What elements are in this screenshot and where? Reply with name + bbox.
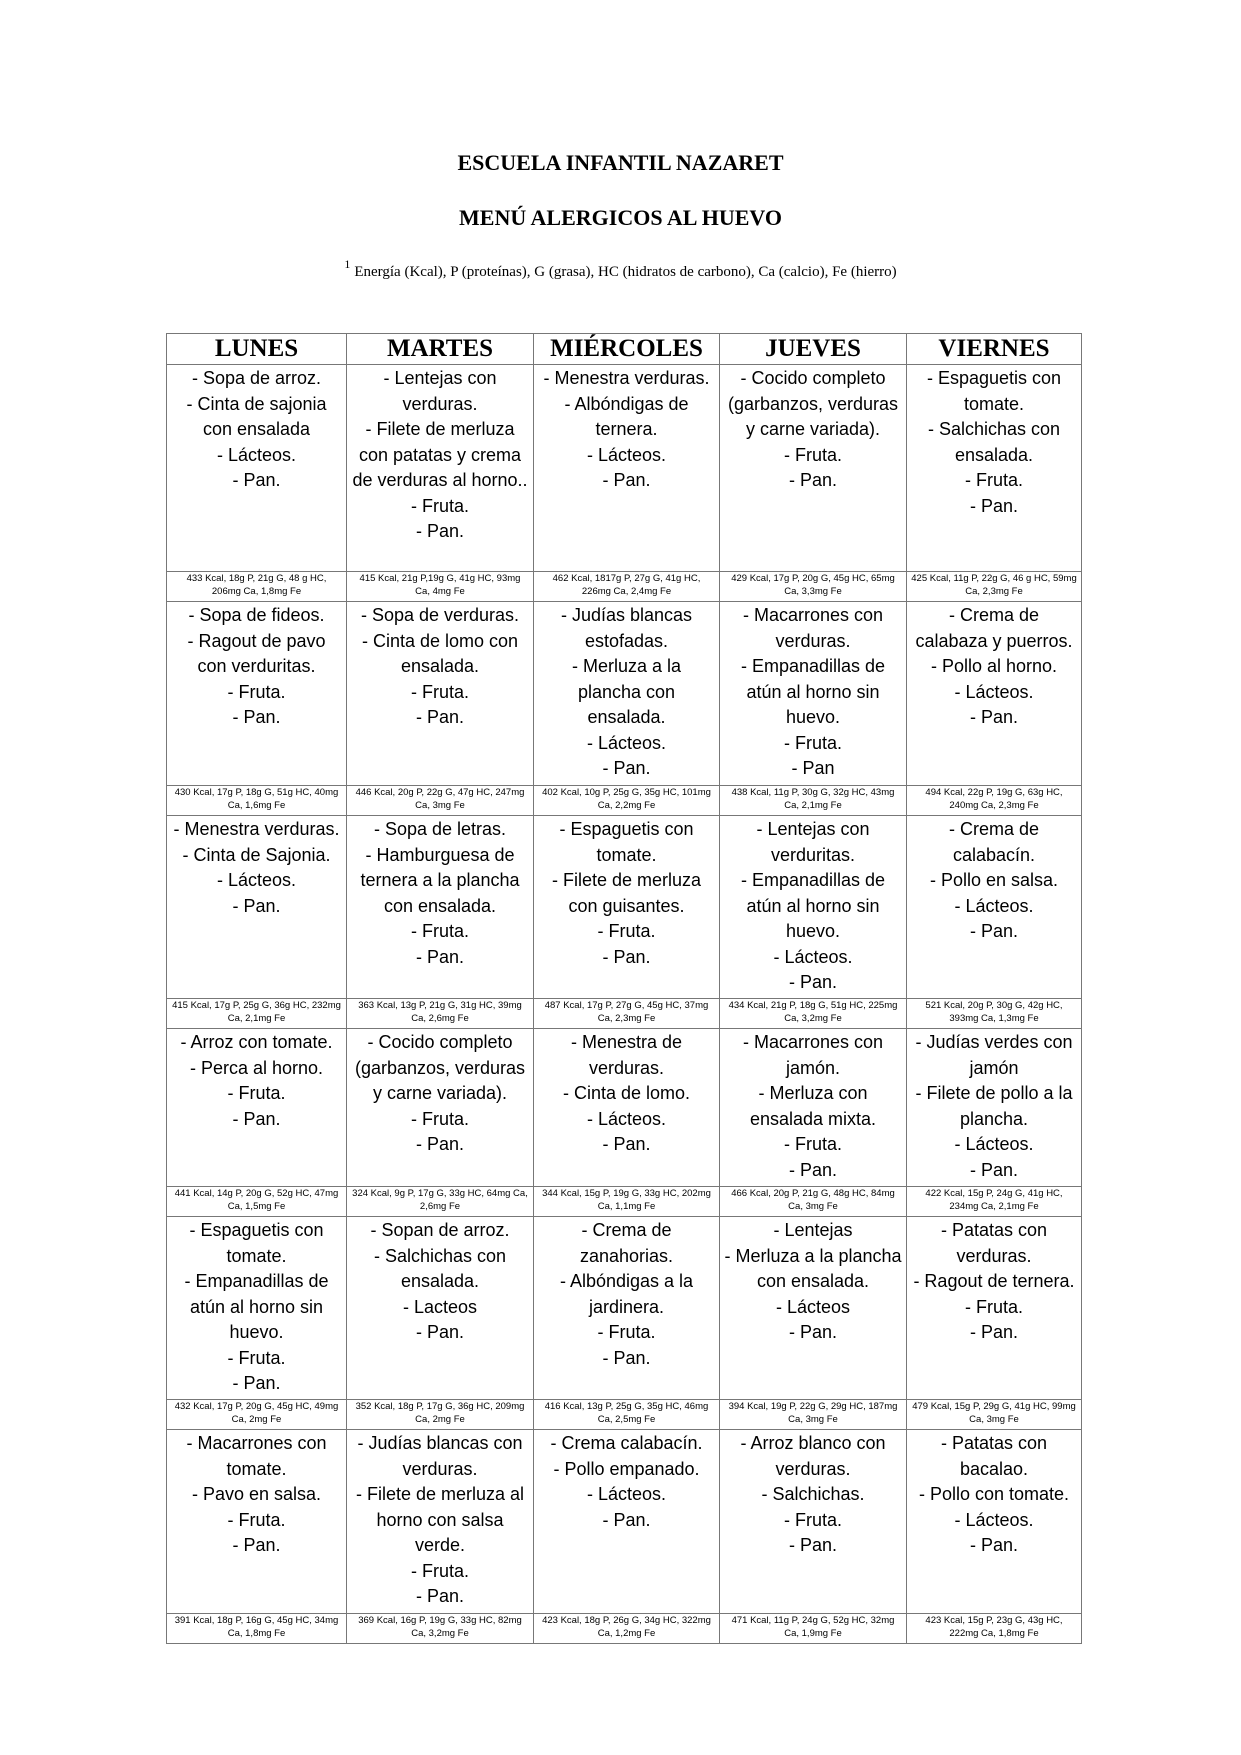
nutrition-cell-tuesday: 369 Kcal, 16g P, 19g G, 33g HC, 82mg Ca, 3,2mg Fe <box>347 1614 534 1644</box>
nutrition-cell-monday: 391 Kcal, 18g P, 16g G, 45g HC, 34mg Ca, 1,8mg Fe <box>167 1614 347 1644</box>
dish-cell-friday <box>907 816 1082 999</box>
dish-cell-friday <box>907 365 1082 572</box>
dish-cell-friday <box>907 1430 1082 1614</box>
dish-cell-thursday <box>720 1217 907 1400</box>
dish-text: - Judías blancas estofadas. - Merluza a la plancha con ensalada. - Lácteos. - Pan. <box>560 605 693 778</box>
menu-table <box>166 333 1082 1644</box>
nutrition-cell-tuesday: 363 Kcal, 13g P, 21g G, 31g HC, 39mg Ca, 2,6mg Fe <box>347 999 534 1029</box>
dish-text: - Judías blancas con verduras. - Filete de merluza al horno con salsa verde. - Fruta. - Pan. <box>355 1433 525 1606</box>
dish-cell-thursday <box>720 1029 907 1187</box>
nutrition-cell-monday: 430 Kcal, 17g P, 18g G, 51g HC, 40mg Ca, 1,6mg Fe <box>167 786 347 816</box>
dish-row <box>167 816 1082 999</box>
dish-cell-friday <box>907 602 1082 786</box>
dish-cell-monday <box>167 602 347 786</box>
dish-cell-tuesday <box>347 1430 534 1614</box>
day-header-row <box>167 334 1082 365</box>
nutrition-cell-tuesday: 352 Kcal, 18g P, 17g G, 36g HC, 209mg Ca, 2mg Fe <box>347 1400 534 1430</box>
nutrition-cell-tuesday: 324 Kcal, 9g P, 17g G, 33g HC, 64mg Ca, 2,6mg Fe <box>347 1187 534 1217</box>
dish-cell-monday <box>167 1217 347 1400</box>
dish-text: - Macarrones con verduras. - Empanadillas de atún al horno sin huevo. - Fruta. - Pan <box>740 605 886 778</box>
nutrition-cell-thursday: 429 Kcal, 17g P, 20g G, 45g HC, 65mg Ca, 3,3mg Fe <box>720 572 907 602</box>
nutrition-cell-monday: 432 Kcal, 17g P, 20g G, 45g HC, 49mg Ca, 2mg Fe <box>167 1400 347 1430</box>
footnote-text: Energía (Kcal), P (proteínas), G (grasa), HC (hidratos de carbono), Ca (calcio), Fe (hierro) <box>354 264 897 280</box>
dish-cell-wednesday <box>534 816 720 999</box>
nutrition-cell-friday: 521 Kcal, 20g P, 30g G, 42g HC, 393mg Ca, 1,3mg Fe <box>907 999 1082 1029</box>
dish-text: - Menestra de verduras. - Cinta de lomo. - Lácteos. - Pan. <box>562 1032 691 1154</box>
dish-text: - Macarrones con jamón. - Merluza con ensalada mixta. - Fruta. - Pan. <box>742 1032 884 1180</box>
dish-text: - Espaguetis con tomate. - Filete de merluza con guisantes. - Fruta. - Pan. <box>551 819 702 967</box>
nutrition-cell-friday: 494 Kcal, 22g P, 19g G, 63g HC, 240mg Ca, 2,3mg Fe <box>907 786 1082 816</box>
nutrition-row <box>167 572 1082 602</box>
dish-row <box>167 1029 1082 1187</box>
nutrition-cell-monday: 415 Kcal, 17g P, 25g G, 36g HC, 232mg Ca, 2,1mg Fe <box>167 999 347 1029</box>
dish-text: - Espaguetis con tomate. - Salchichas con ensalada. - Fruta. - Pan. <box>926 368 1062 516</box>
footnote-mark: 1 <box>344 257 351 271</box>
dish-text: - Crema calabacín. - Pollo empanado. - Lácteos. - Pan. <box>550 1433 703 1530</box>
dish-cell-friday <box>907 1029 1082 1187</box>
nutrition-cell-monday: 433 Kcal, 18g P, 21g G, 48 g HC, 206mg Ca, 1,8mg Fe <box>167 572 347 602</box>
dish-cell-thursday <box>720 816 907 999</box>
dish-text: - Cocido completo (garbanzos, verduras y carne variada). - Fruta. - Pan. <box>727 368 899 490</box>
dish-text: - Menestra verduras. - Albóndigas de ternera. - Lácteos. - Pan. <box>543 368 710 490</box>
dish-text: - Sopa de arroz. - Cinta de sajonia con ensalada - Lácteos. - Pan. <box>186 368 327 490</box>
dish-row <box>167 1217 1082 1400</box>
dish-text: - Macarrones con tomate. - Pavo en salsa. - Fruta. - Pan. <box>186 1433 327 1555</box>
dish-cell-wednesday <box>534 602 720 786</box>
day-header-thursday: JUEVES <box>720 334 907 365</box>
dish-text: - Sopa de fideos. - Ragout de pavo con verduritas. - Fruta. - Pan. <box>187 605 326 727</box>
nutrition-cell-tuesday: 415 Kcal, 21g P,19g G, 41g HC, 93mg Ca, 4mg Fe <box>347 572 534 602</box>
nutrition-cell-friday: 479 Kcal, 15g P, 29g G, 41g HC, 99mg Ca, 3mg Fe <box>907 1400 1082 1430</box>
menu-title: MENÚ ALERGICOS AL HUEVO <box>459 205 782 230</box>
dish-cell-tuesday <box>347 816 534 999</box>
nutrition-cell-thursday: 438 Kcal, 11g P, 30g G, 32g HC, 43mg Ca, 2,1mg Fe <box>720 786 907 816</box>
dish-cell-wednesday <box>534 1217 720 1400</box>
nutrition-cell-thursday: 471 Kcal, 11g P, 24g G, 52g HC, 32mg Ca, 1,9mg Fe <box>720 1614 907 1644</box>
day-header-tuesday: MARTES <box>347 334 534 365</box>
dish-text: - Espaguetis con tomate. - Empanadillas de atún al horno sin huevo. - Fruta. - Pan. <box>184 1220 329 1393</box>
nutrition-cell-wednesday: 462 Kcal, 1817g P, 27g G, 41g HC, 226mg Ca, 2,4mg Fe <box>534 572 720 602</box>
nutrition-cell-friday: 423 Kcal, 15g P, 23g G, 43g HC, 222mg Ca, 1,8mg Fe <box>907 1614 1082 1644</box>
dish-row <box>167 602 1082 786</box>
dish-text: - Crema de calabaza y puerros. - Pollo al horno. - Lácteos. - Pan. <box>915 605 1073 727</box>
nutrition-cell-wednesday: 423 Kcal, 18g P, 26g G, 34g HC, 322mg Ca, 1,2mg Fe <box>534 1614 720 1644</box>
dish-cell-tuesday <box>347 1029 534 1187</box>
dish-cell-monday <box>167 365 347 572</box>
dish-cell-tuesday <box>347 365 534 572</box>
nutrition-cell-friday: 425 Kcal, 11g P, 22g G, 46 g HC, 59mg Ca, 2,3mg Fe <box>907 572 1082 602</box>
nutrition-cell-tuesday: 446 Kcal, 20g P, 22g G, 47g HC, 247mg Ca, 3mg Fe <box>347 786 534 816</box>
dish-cell-wednesday <box>534 365 720 572</box>
nutrition-cell-friday: 422 Kcal, 15g P, 24g G, 41g HC, 234mg Ca, 2,1mg Fe <box>907 1187 1082 1217</box>
nutrition-cell-wednesday: 416 Kcal, 13g P, 25g G, 35g HC, 46mg Ca, 2,5mg Fe <box>534 1400 720 1430</box>
dish-cell-wednesday <box>534 1430 720 1614</box>
nutrition-row <box>167 1400 1082 1430</box>
dish-text: - Cocido completo (garbanzos, verduras y carne variada). - Fruta. - Pan. <box>354 1032 526 1154</box>
dish-text: - Crema de calabacín. - Pollo en salsa. - Lácteos. - Pan. <box>929 819 1059 941</box>
dish-text: - Sopa de letras. - Hamburguesa de ternera a la plancha con ensalada. - Fruta. - Pan. <box>360 819 520 967</box>
menu-body <box>167 365 1082 1644</box>
dish-cell-thursday <box>720 1430 907 1614</box>
dish-cell-thursday <box>720 602 907 786</box>
dish-text: - Lentejas con verduras. - Filete de merluza con patatas y crema de verduras al horno.. - Fruta. - Pan. <box>352 368 528 541</box>
nutrition-legend <box>0 259 1241 281</box>
nutrition-cell-thursday: 466 Kcal, 20g P, 21g G, 48g HC, 84mg Ca, 3mg Fe <box>720 1187 907 1217</box>
dish-row <box>167 365 1082 572</box>
dish-cell-monday <box>167 1029 347 1187</box>
nutrition-cell-thursday: 434 Kcal, 21g P, 18g G, 51g HC, 225mg Ca, 3,2mg Fe <box>720 999 907 1029</box>
nutrition-cell-thursday: 394 Kcal, 19g P, 22g G, 29g HC, 187mg Ca, 3mg Fe <box>720 1400 907 1430</box>
dish-row <box>167 1430 1082 1614</box>
dish-cell-tuesday <box>347 602 534 786</box>
nutrition-cell-wednesday: 487 Kcal, 17g P, 27g G, 45g HC, 37mg Ca, 2,3mg Fe <box>534 999 720 1029</box>
nutrition-row <box>167 1614 1082 1644</box>
day-header-wednesday: MIÉRCOLES <box>534 334 720 365</box>
day-header-friday: VIERNES <box>907 334 1082 365</box>
dish-text: - Lentejas con verduritas. - Empanadillas de atún al horno sin huevo. - Lácteos. - Pan. <box>740 819 886 992</box>
dish-cell-monday <box>167 1430 347 1614</box>
dish-text: - Crema de zanahorias. - Albóndigas a la jardinera. - Fruta. - Pan. <box>559 1220 694 1368</box>
nutrition-cell-monday: 441 Kcal, 14g P, 20g G, 52g HC, 47mg Ca, 1,5mg Fe <box>167 1187 347 1217</box>
dish-text: - Patatas con bacalao. - Pollo con tomate. - Lácteos. - Pan. <box>918 1433 1070 1555</box>
dish-text: - Sopan de arroz. - Salchichas con ensalada. - Lacteos - Pan. <box>370 1220 510 1342</box>
dish-text: - Arroz con tomate. - Perca al horno. - Fruta. - Pan. <box>180 1032 333 1129</box>
nutrition-cell-wednesday: 402 Kcal, 10g P, 25g G, 35g HC, 101mg Ca, 2,2mg Fe <box>534 786 720 816</box>
school-title: ESCUELA INFANTIL NAZARET <box>457 150 784 175</box>
dish-cell-wednesday <box>534 1029 720 1187</box>
nutrition-cell-wednesday: 344 Kcal, 15g P, 19g G, 33g HC, 202mg Ca, 1,1mg Fe <box>534 1187 720 1217</box>
day-header-monday: LUNES <box>167 334 347 365</box>
dish-cell-monday <box>167 816 347 999</box>
dish-text: - Arroz blanco con verduras. - Salchichas. - Fruta. - Pan. <box>740 1433 886 1555</box>
nutrition-row <box>167 1187 1082 1217</box>
nutrition-row <box>167 786 1082 816</box>
dish-text: - Menestra verduras. - Cinta de Sajonia. - Lácteos. - Pan. <box>173 819 340 916</box>
nutrition-row <box>167 999 1082 1029</box>
dish-cell-friday <box>907 1217 1082 1400</box>
dish-text: - Patatas con verduras. - Ragout de ternera. - Fruta. - Pan. <box>913 1220 1075 1342</box>
dish-text: - Judías verdes con jamón - Filete de pollo a la plancha. - Lácteos. - Pan. <box>915 1032 1073 1180</box>
dish-text: - Sopa de verduras. - Cinta de lomo con ensalada. - Fruta. - Pan. <box>360 605 520 727</box>
dish-cell-tuesday <box>347 1217 534 1400</box>
dish-text: - Lentejas - Merluza a la plancha con ensalada. - Lácteos - Pan. <box>724 1220 902 1342</box>
dish-cell-thursday <box>720 365 907 572</box>
